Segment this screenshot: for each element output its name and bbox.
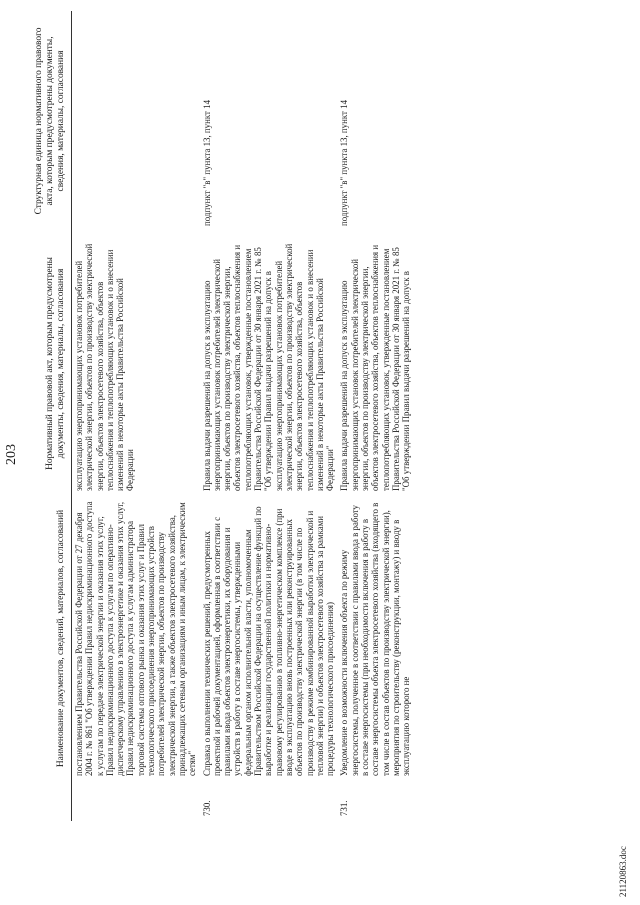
- structural-unit-cell: подпункт "в" пункта 13, пункт 14: [201, 99, 212, 226]
- header-structural-unit: Структурная единица нормативного правового акта, которым предусмотрены документы, сведения, материалы, согласования: [30, 11, 72, 231]
- header-legal-act: Нормативный правовой акт, которым предусмотрены документы, сведения, материалы, согласования: [30, 231, 72, 496]
- row-number: [72, 781, 200, 821]
- document-name-cell: Уведомление о возможности включения объекта по режиму энергосистемы, полученное в соответствии с правилами ввода в работу в составе энергосистемы (при необходимости включения в работу в составе энергосистемы объекта электросетевого хозяйства (входящего в том числе в состав объектов по производству электрической энергии), мероприятия по строительству (реконструкции, монтажу) и вводу в эксплуатацию которого не: [339, 502, 412, 776]
- document-name-cell: Справка о выполнении технических решений, предусмотренных проектной и рабочей документацией, оформленная в соответствии с правилами ввода объектов электроэнергетики, их оборудования и устройств в работу в составе энергосистемы, утвержденными федеральным органом исполнительной власти, уполномоченным Правительством Российской Федерации на осуществление функций по выработке и реализации государственной политики и нормативно-правовому регулированию в топливно-энергетическом комплексе (при вводе в эксплуатацию вновь построенных или реконструированных объектов по производству электрической энергии (в том числе по производству в режиме комбинированной выработки электрической и тепловой энергии) и объектов электросетевого хозяйства за рамками процедуры технологического присоединения): [201, 506, 336, 776]
- row-number: 730.: [201, 800, 212, 816]
- header-document-name: Наименование документов, сведений, материалов, согласований: [30, 496, 72, 781]
- table-row: [200, 11, 338, 821]
- structural-unit-cell: [72, 11, 200, 231]
- header-number: [30, 781, 72, 821]
- row-number: 731.: [339, 800, 350, 816]
- structural-unit-cell: подпункт "в" пункта 13, пункт 14: [339, 99, 350, 226]
- table-row: [72, 11, 200, 821]
- legal-act-cell: Правила выдачи разрешений на допуск в эксплуатацию энергопринимающих установок потребителей электрической энергии, объектов по производству электрической энергии, объектов электросетевого хозяйства, объектов теплоснабжения и теплопотребляющих установок, утвержденные постановлением Правительства Российской Федерации от 30 января 2021 г. № 85 "Об утверждении Правил выдачи разрешений на допуск в эксплуатацию энергопринимающих установок потребителей электрической энергии, объектов по производству электрической энергии, объектов электросетевого хозяйства, объектов теплоснабжения и теплопотребляющих установок и о внесении изменений в некоторые акты Правительства Российской Федерации": [201, 243, 336, 491]
- page-number: 203: [4, 444, 19, 465]
- legal-act-cell: эксплуатацию энергопринимающих установок потребителей электрической энергии, объектов по производству электрической энергии, объектов электросетевого хозяйства, объектов теплоснабжения и теплопотребляющих установок и о внесении изменений в некоторые акты Правительства Российской Федерации: [74, 243, 136, 491]
- document-file-reference: 21120863.doc: [618, 846, 628, 897]
- document-name-cell: постановлением Правительства Российской Федерации от 27 декабря 2004 г. № 861 "Об утверждении Правил недискриминационного доступа к услугам по передаче электрической энергии и оказания этих услуг, Правил недискриминационного доступа к услугам по оперативно-диспетчерскому управлению в электроэнергетике и оказания этих услуг, Правил недискриминационного доступа к услугам администратора торговой системы оптового рынка и оказания этих услуг и Правил технологического присоединения энергопринимающих устройств потребителей электрической энергии, объектов по производству электрической энергии, а также объектов электросетевого хозяйства, принадлежащих сетевым организациям и иным лицам, к электрическим сетям": [74, 501, 198, 776]
- table-row: [337, 11, 413, 821]
- legal-act-cell: Правила выдачи разрешений на допуск в эксплуатацию энергопринимающих установок потребителей электрической энергии, объектов по производству электрической энергии, объектов электросетевого хозяйства, объектов теплоснабжения и теплопотребляющих установок, утвержденные постановлением Правительства Российской Федерации от 30 января 2021 г. № 85 "Об утверждении Правил выдачи разрешений на допуск в: [339, 244, 412, 491]
- table-header-row: [30, 11, 72, 821]
- regulations-table: [30, 11, 414, 821]
